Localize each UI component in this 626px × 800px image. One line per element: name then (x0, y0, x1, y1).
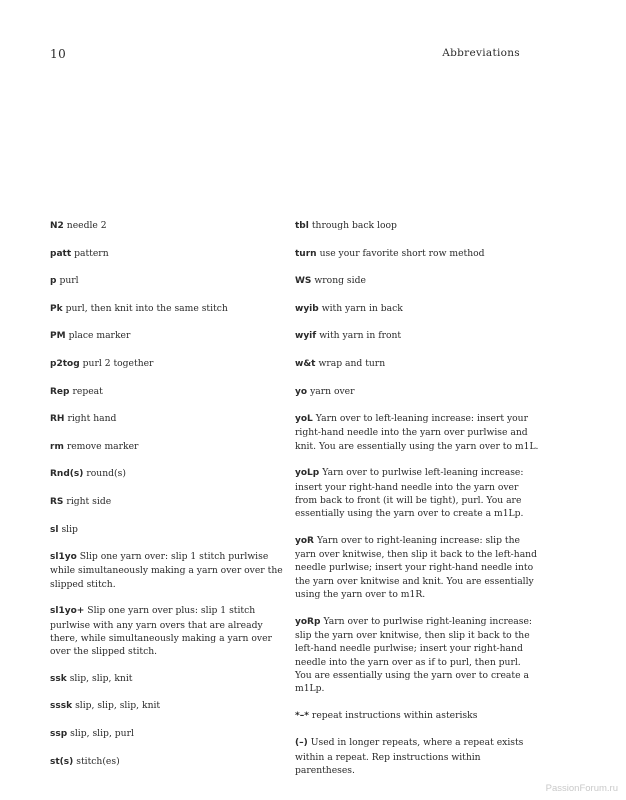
abbreviation-definition: slip, slip, slip, knit (75, 700, 161, 712)
abbreviation-definition: Yarn over to purlwise right-leaning increase: slip the yarn over knitwise, then slip it back to the left-hand needle purlwise; insert your right-hand needle into the yarn over as if to purl, then purl. You are essentially using the yarn over to create a m1Lp. (295, 615, 533, 695)
abbreviation-definition: through back loop (311, 220, 397, 231)
abbreviation-entry (50, 467, 285, 481)
abbreviation-definition: purl 2 together (82, 357, 154, 369)
abbreviation-definition: Slip one yarn over: slip 1 stitch purlwise while simultaneously making a yarn over over the slipped stitch. (50, 551, 283, 590)
abbreviation-definition: repeat (72, 385, 103, 397)
abbreviation-entry (295, 247, 540, 261)
abbreviation-entry (50, 357, 285, 371)
abbreviation-entry (50, 247, 285, 261)
page-number: 10 (50, 47, 67, 61)
abbreviation-term: rm (50, 441, 64, 452)
abbreviation-entry (50, 550, 285, 591)
abbreviation-definition: slip (61, 523, 78, 535)
abbreviation-definition: round(s) (86, 468, 126, 480)
abbreviation-entry (50, 385, 285, 399)
abbreviation-entry (50, 329, 285, 343)
abbreviation-entry (50, 440, 285, 454)
abbreviation-definition: pattern (74, 247, 109, 259)
abbreviation-definition: right side (66, 495, 112, 507)
abbreviation-definition: with yarn in front (319, 330, 402, 342)
running-head: Abbreviations (442, 47, 520, 59)
abbreviation-entry (295, 709, 540, 723)
abbreviation-term: sl (50, 524, 59, 535)
abbreviation-entry (295, 274, 540, 288)
abbreviation-definition: needle 2 (66, 220, 107, 231)
abbreviation-term: yoRp (295, 616, 321, 627)
abbreviation-term: p2tog (50, 358, 80, 369)
abbreviation-definition: purl, then knit into the same stitch (65, 302, 228, 314)
abbreviation-term: yoLp (295, 468, 320, 479)
abbreviation-term: yoR (295, 535, 314, 546)
abbreviations-left-column (50, 219, 285, 782)
abbreviation-term: (–) (295, 738, 308, 749)
abbreviation-definition: yarn over (310, 385, 355, 397)
abbreviation-term: ssk (50, 673, 67, 684)
abbreviation-term: yo (295, 386, 308, 397)
abbreviation-entry (50, 699, 285, 713)
abbreviation-term: wyif (295, 331, 317, 342)
abbreviation-definition: wrap and turn (318, 357, 386, 369)
abbreviation-entry (50, 727, 285, 741)
abbreviation-entry (295, 412, 540, 453)
abbreviation-definition: Yarn over to right-leaning increase: slip the yarn over knitwise, then slip it back to the left-hand needle purlwise; insert your right-hand needle into the yarn over knitwise and knit. You are essentially using the yarn over to m1R. (295, 534, 537, 601)
abbreviation-term: *–* (295, 710, 309, 721)
abbreviation-definition: purl (59, 275, 79, 287)
abbreviation-entry (295, 615, 540, 696)
abbreviation-definition: Slip one yarn over plus: slip 1 stitch purlwise with any yarn overs that are already there, while simultaneously making a yarn over over the slipped stitch. (50, 605, 272, 658)
watermark: PassionForum.ru (545, 783, 618, 794)
abbreviation-term: p (50, 276, 57, 287)
abbreviation-term: Rep (50, 386, 70, 397)
abbreviation-entry (295, 219, 540, 233)
abbreviations-right-column (295, 219, 540, 790)
abbreviation-entry (50, 755, 285, 769)
abbreviation-term: patt (50, 248, 72, 259)
abbreviation-term: sl1yo (50, 552, 77, 563)
abbreviation-entry (50, 219, 285, 233)
abbreviation-entry (295, 385, 540, 399)
abbreviation-term: wyib (295, 303, 319, 314)
abbreviation-entry (50, 523, 285, 537)
abbreviation-entry (295, 329, 540, 343)
abbreviation-definition: Yarn over to left-leaning increase: insert your right-hand needle into the yarn over purlwise and knit. You are essentially using the yarn over to m1L. (295, 413, 539, 452)
abbreviation-definition: slip, slip, knit (69, 672, 133, 684)
abbreviation-term: yoL (295, 414, 313, 425)
abbreviation-definition: use your favorite short row method (319, 247, 485, 259)
abbreviation-term: Pk (50, 303, 63, 314)
abbreviation-term: tbl (295, 221, 309, 231)
abbreviation-term: WS (295, 276, 312, 287)
abbreviation-entry (50, 495, 285, 509)
abbreviation-definition: stitch(es) (76, 755, 120, 767)
abbreviation-definition: remove marker (66, 440, 139, 452)
abbreviation-definition: right hand (67, 413, 117, 425)
abbreviation-entry (295, 357, 540, 371)
abbreviation-term: PM (50, 331, 66, 342)
abbreviation-term: N2 (50, 221, 64, 231)
abbreviation-entry (295, 534, 540, 601)
abbreviation-definition: Used in longer repeats, where a repeat exists within a repeat. Rep instructions within parentheses. (295, 737, 524, 776)
abbreviation-definition: wrong side (314, 275, 366, 287)
abbreviation-definition: place marker (68, 330, 131, 342)
abbreviation-definition: with yarn in back (321, 302, 403, 314)
abbreviation-definition: Yarn over to purlwise left-leaning increase: insert your right-hand needle into the yarn over from back to front (it will be tight), purl. You are essentially using the yarn over to create a m1Lp. (295, 467, 524, 520)
abbreviation-entry (50, 412, 285, 426)
abbreviation-entry (295, 466, 540, 520)
abbreviation-term: RH (50, 414, 65, 425)
abbreviation-term: RS (50, 496, 64, 507)
abbreviation-term: Rnd(s) (50, 469, 84, 480)
abbreviation-term: sssk (50, 701, 73, 712)
abbreviation-term: w&t (295, 358, 316, 369)
abbreviation-term: ssp (50, 728, 68, 739)
abbreviation-entry (50, 672, 285, 686)
abbreviation-entry (50, 604, 285, 658)
abbreviation-term: turn (295, 248, 317, 259)
abbreviation-entry (50, 302, 285, 316)
abbreviation-definition: slip, slip, purl (70, 727, 134, 739)
abbreviation-term: st(s) (50, 756, 74, 767)
abbreviation-entry (295, 302, 540, 316)
abbreviation-definition: repeat instructions within asterisks (311, 709, 478, 721)
abbreviation-entry (50, 274, 285, 288)
abbreviation-entry (295, 736, 540, 777)
abbreviation-term: sl1yo+ (50, 606, 85, 617)
